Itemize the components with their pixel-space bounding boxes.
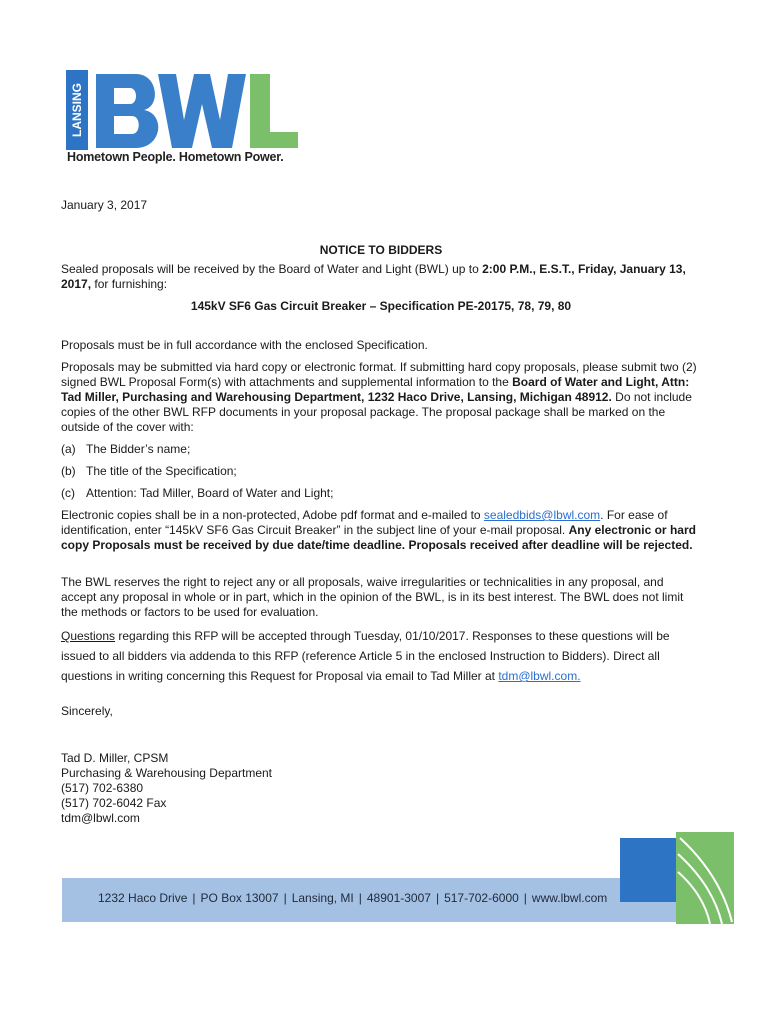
- footer-graphic: [620, 832, 734, 924]
- list-item: (c) Attention: Tad Miller, Board of Water and Light;: [61, 486, 334, 500]
- logo-tagline: Hometown People. Hometown Power.: [67, 150, 284, 164]
- sealedbids-email-link[interactable]: sealedbids@lbwl.com: [483, 508, 601, 522]
- specification-title: 145kV SF6 Gas Circuit Breaker – Specification PE-20175, 78, 79, 80: [190, 299, 572, 313]
- footer-zip: 48901-3007: [366, 891, 431, 905]
- footer-city: Lansing, MI: [291, 891, 354, 905]
- intro-paragraph: Sealed proposals will be received by the Board of Water and Light (BWL) up to 2:00 P.M., E.S.T., Friday, January 13, 2017, for furnishing:: [61, 262, 686, 291]
- footer-address: 1232 Haco Drive: [98, 891, 188, 905]
- tdm-email-link[interactable]: tdm@lbwl.com.: [498, 669, 581, 683]
- list-item: (a) The Bidder’s name;: [61, 442, 191, 456]
- list-item: (b) The title of the Specification;: [61, 464, 237, 478]
- footer-phone: 517-702-6000: [444, 891, 519, 905]
- deadline: 2:00 P.M., E.S.T., Friday, January 13, 2017,: [61, 262, 686, 291]
- bwl-logo-graphic: [66, 70, 298, 150]
- signer-fax: (517) 702-6042 Fax: [61, 796, 167, 810]
- footer-website: www.lbwl.com: [531, 891, 608, 905]
- signature-block: [61, 751, 701, 826]
- logo-letter-b: [96, 74, 158, 148]
- footer-contact: 1232 Haco Drive | PO Box 13007 | Lansing, MI | 48901-3007 | 517-702-6000 | www.lbwl.com: [98, 891, 608, 905]
- logo-letter-l: [250, 74, 298, 148]
- letter-body: [61, 198, 701, 826]
- reserves-paragraph: The BWL reserves the right to reject any or all proposals, waive irregularities or technicalities in any proposal, and accept any proposal in whole or in part, which in the opinion of the BWL, is in its best interest. The BWL does not limit the methods or factors to be used for evaluation.: [61, 575, 684, 619]
- signer-email: tdm@lbwl.com: [61, 811, 140, 825]
- logo-letter-w: [158, 74, 246, 148]
- footer-blue-square: [620, 838, 676, 902]
- notice-title: NOTICE TO BIDDERS: [319, 243, 443, 257]
- footer-po-box: PO Box 13007: [200, 891, 279, 905]
- accordance-paragraph: Proposals must be in full accordance with the enclosed Specification.: [61, 338, 428, 352]
- submission-paragraph: Proposals may be submitted via hard copy or electronic format. If submitting hard copy proposals, please submit two (2) signed BWL Proposal Form(s) with attachments and supplemental information to the Board of Water and Light, Attn: Tad Miller, Purchasing and Warehousing Department, 1232 Haco Drive, Lansing, Michigan 48912. Do not include copies of the other BWL RFP documents in your proposal package. The proposal package shall be marked on the outside of the cover with:: [61, 360, 697, 434]
- signer-phone: (517) 702-6380: [61, 781, 144, 795]
- letter-date: January 3, 2017: [61, 198, 148, 212]
- electronic-paragraph: Electronic copies shall be in a non-protected, Adobe pdf format and e-mailed to sealedbids@lbwl.com. For ease of identification, enter “145kV SF6 Gas Circuit Breaker” in the subject line of your e-mail proposal. Any electronic or hard copy Proposals must be received by due date/time deadline. Proposals received after deadline will be rejected.: [61, 508, 696, 552]
- mailing-address: Board of Water and Light, Attn: Tad Miller, Purchasing and Warehousing Department, 1232 Haco Drive, Lansing, Michigan 48912.: [61, 375, 690, 404]
- signer-name: Tad D. Miller, CPSM: [61, 751, 169, 765]
- closing: Sincerely,: [61, 704, 113, 718]
- deadline-warning: Any electronic or hard copy Proposals must be received by due date/time deadline. Proposals received after deadline will be rejected.: [61, 523, 696, 552]
- logo-lansing-text: LANSING: [70, 83, 84, 137]
- questions-paragraph: Questions regarding this RFP will be accepted through Tuesday, 01/10/2017. Responses to these questions will be issued to all bidders via addenda to this RFP (reference Article 5 in the enclosed Instruction to Bidders). Direct all questions in writing concerning this Request for Proposal via email to Tad Miller at tdm@lbwl.com.: [61, 629, 670, 683]
- signer-department: Purchasing & Warehousing Department: [61, 766, 272, 780]
